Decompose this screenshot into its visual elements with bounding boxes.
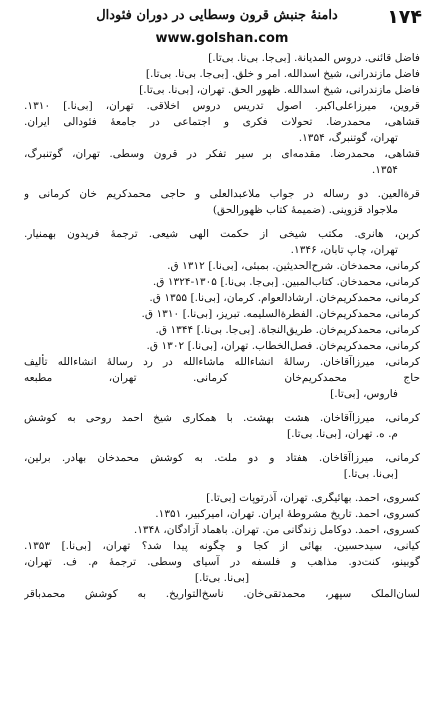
bibliography-line: کرمانی، میرزاآقاخان. هشت بهشت. با همکاری شیخ احمد روحی به کوشش — [24, 412, 420, 424]
entry-spacer — [24, 402, 420, 410]
bibliography-line: قشاهی، محمدرضا. مقدمه‌ای بر سیر تفکر در قرون وسطی. تهران، گوتنبرگ، — [24, 148, 420, 160]
bibliography-line: کیانی، سیدحسین. بهائی از کجا و چگونه پیدا شد؟ تهران، [بی‌نا.] ۱۳۵۳. — [24, 540, 420, 552]
website-url: www.golshan.com — [155, 31, 289, 46]
bibliography-line: تهران، چاپ تابان، ۱۳۴۶. — [290, 244, 398, 256]
entry-spacer — [24, 442, 420, 450]
bibliography-line: کرمانی، محمدکریم‌خان. فصل‌الخطاب. تهران، [بی‌نا.] ۱۳۰۲ ق. — [146, 340, 420, 352]
bibliography-line: م. ه. تهران، [بی‌نا. بی‌تا.] — [286, 428, 398, 440]
bibliography-line: کرمانی، محمدخان. کتاب‌المبین. [بی‌جا. بی‌نا.] ۱۳۰۵-۱۳۲۴ ق. — [152, 276, 420, 288]
running-header: دامنهٔ جنبش قرون وسطایی در دوران فئودال — [96, 8, 338, 23]
bibliography-line: کسروی، احمد. بهائیگری. تهران، آذرتوپات [بی‌تا.] — [206, 492, 420, 504]
bibliography-line: قشاهی، محمدرضا. تحولات فکری و اجتماعی در جامعهٔ فئودالی ایران. — [24, 116, 420, 128]
bibliography-line: حاج محمدکریم‌خان کرمانی. تهران، مطبعه — [24, 372, 420, 384]
bibliography-line: ملاجواد قزوینی. (ضمیمهٔ کتاب ظهورالحق) — [212, 204, 398, 216]
bibliography-line: گوبینو، کنت‌دو. مذاهب و فلسفه در آسیای وسطی. ترجمهٔ م. ف. تهران، — [24, 556, 420, 568]
bibliography-line: قرةالعین. دو رساله در جواب ملاعبدالعلی و حاجی محمدکریم خان کرمانی و — [24, 188, 420, 200]
bibliography-line: فاضل مازندرانی، شیخ اسدالله. امر و خلق. [بی‌جا. بی‌نا. بی‌تا.] — [145, 68, 420, 80]
bibliography-line: کرمانی، محمدکریم‌خان. طریق‌النجاة. [بی‌جا. بی‌نا.] ۱۳۴۴ ق. — [155, 324, 420, 336]
bibliography-line: کسروی، احمد. تاریخ مشروطهٔ ایران. تهران، امیرکبیر، ۱۳۵۱. — [155, 508, 420, 520]
bibliography-line: فاضل مازندرانی، شیخ اسدالله. ظهور الحق. تهران، [بی‌نا. بی‌تا.] — [139, 84, 420, 96]
bibliography-line: فاروس، [بی‌تا.] — [330, 388, 398, 400]
bibliography-line: کرمانی، میرزاآقاخان. رسالهٔ انشاءالله ماشاءالله در رد رسالهٔ انشاءالله تألیف — [24, 356, 420, 368]
bibliography-line: ۱۳۵۴. — [371, 164, 398, 176]
bibliography-line: کربن، هانری. مکتب شیخی از حکمت الهی شیعی. ترجمهٔ فریدون بهمنیار. — [24, 228, 420, 240]
entry-spacer — [24, 218, 420, 226]
bibliography-line: کرمانی، محمدکریم‌خان. ارشادالعوام. کرمان، [بی‌نا.] ۱۳۵۵ ق. — [149, 292, 420, 304]
page-number: ۱۷۴ — [387, 6, 422, 28]
bibliography-line: قروین، میرزاعلی‌اکبر. اصول تدریس دروس اخلاقی. تهران، [بی‌نا.] ۱۳۱۰. — [24, 100, 420, 112]
entry-spacer — [24, 178, 420, 186]
bibliography-line: [بی‌نا. بی‌تا.] — [194, 572, 250, 584]
entry-spacer — [24, 482, 420, 490]
bibliography-line: لسان‌الملک سپهر، محمدتقی‌خان. ناسخ‌التواریخ. به کوشش محمدباقر — [24, 588, 420, 600]
bibliography-list — [24, 50, 420, 602]
bibliography-line: فاضل قائنی. دروس المدیانة. [بی‌جا. بی‌نا. بی‌تا.] — [208, 52, 420, 64]
bibliography-line: کسروی، احمد. دوکامل زندگانی من. تهران. باهماد آزادگان، ۱۳۴۸. — [133, 524, 420, 536]
bibliography-line: تهران، گوتنبرگ، ۱۳۵۴. — [298, 132, 398, 144]
bibliography-line: کرمانی، میرزاآقاخان. هفتاد و دو ملت. به کوشش محمدخان بهادر. برلین، — [24, 452, 420, 464]
bibliography-line: کرمانی، محمدکریم‌خان. الفطرةالسلیمه. تبریز، [بی‌نا.] ۱۳۱۰ ق. — [141, 308, 420, 320]
bibliography-line: کرمانی، محمدخان. شرح‌الحدیثین. بمبئی، [بی‌نا.] ۱۳۱۲ ق. — [167, 260, 420, 272]
bibliography-line: [بی‌نا. بی‌تا.] — [343, 468, 398, 480]
